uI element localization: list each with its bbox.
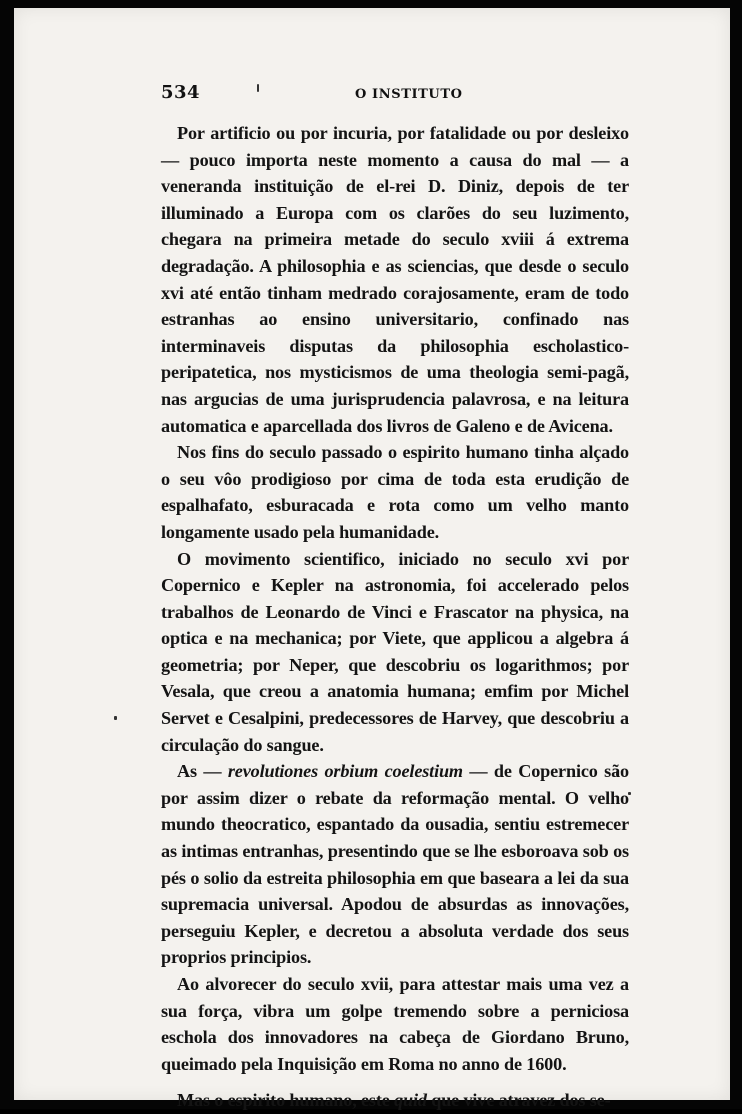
paragraph-3 — [161, 546, 629, 759]
ink-speck — [114, 716, 117, 720]
paragraph-2 — [161, 439, 629, 545]
paragraph-4-text: — de Copernico são por assim dizer o rebate da reformação mental. O velho mundo theocratico, espantado da ousadia, sentiu estremecer as intimas entranhas, presentindo que se lhe esboroava sob os pés o solio da estreita philosophia em que baseara a lei da sua supremacia universal. Apodou de absurdas as innovações, perseguiu Kepler, e decretou a absoluta verdade dos seus proprios principios. — [161, 761, 629, 968]
paragraph-4 — [161, 758, 629, 971]
paragraph-1 — [161, 120, 629, 439]
paragraph-5-text: Ao alvorecer do seculo xvii, para attestar mais uma vez a sua força, vibra um golpe tremendo sobre a perniciosa eschola dos innovadores na cabeça de Giordano Bruno, queimado pela Inquisição em Roma no anno de 1600. — [161, 974, 629, 1074]
paragraph-1-text: Por artificio ou por incuria, por fatalidade ou por desleixo — pouco importa neste momento a causa do mal — a veneranda instituição de el-rei D. Diniz, depois de ter illuminado a Europa com os clarões do seu luzimento, chegara na primeira metade do seculo xviii á extrema degradação. A philosophia e as sciencias, que desde o seculo xvi até então tinham medrado corajosamente, eram de todo estranhas ao ensino universitario, confinado nas interminaveis disputas da philosophia escholastico-peripatetica, nos mysticismos de uma theologia semi-pagã, nas argucias de uma jurisprudencia palavrosa, e na leitura automatica e aparcellada dos livros de Galeno e de Avicena. — [161, 123, 629, 436]
ink-speck — [257, 84, 259, 92]
page-number: 534 — [161, 82, 201, 103]
paragraph-6-prefix: Mas o espirito humano, este — [177, 1090, 395, 1111]
body-text — [161, 120, 629, 1114]
paragraph-2-text: Nos fins do seculo passado o espirito humano tinha alçado o seu vôo prodigioso por cima de toda esta erudição de espalhafato, esburacada e rota como um velho manto longamente usado pela humanidade. — [161, 442, 629, 542]
paragraph-5 — [161, 971, 629, 1077]
paragraph-4-prefix: As — — [177, 761, 228, 782]
paragraph-6 — [161, 1087, 629, 1114]
book-title: revolutiones orbium coelestium — [227, 761, 463, 782]
paragraph-3-text: O movimento scientifico, iniciado no seculo xvi por Copernico e Kepler na astronomia, foi accelerado pelos trabalhos de Leonardo de Vinci e Frascator na physica, na optica e na mechanica; por Viete, que applicou a algebra á geometria; por Neper, que descobriu os logarithmos; por Vesala, que creou a anatomia humana; emfim por Michel Servet e Cesalpini, predecessores de Harvey, que descobriu a circulação do sangue. — [161, 548, 629, 755]
running-title: O INSTITUTO — [355, 87, 463, 102]
quid-term: quid — [394, 1090, 427, 1111]
paragraph-6-text: que vive atravez dos se- — [426, 1090, 611, 1111]
